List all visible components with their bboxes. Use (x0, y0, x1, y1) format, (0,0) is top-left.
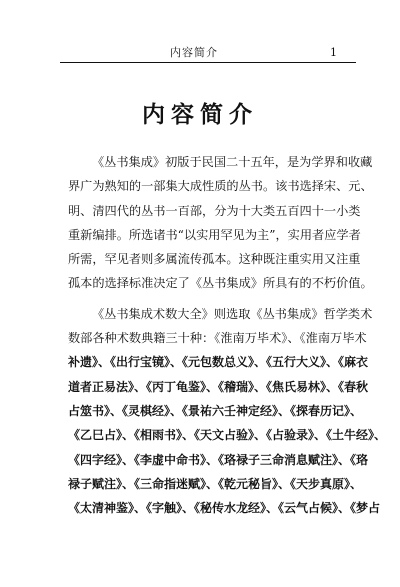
text-line: 禄子赋注》、《三命指迷赋》、《乾元秘旨》、《天步真原》、 (68, 476, 363, 491)
text-line: 《太清神鉴》、《字触》、《秘传水龙经》、《云气占候》、《梦占 (68, 501, 381, 516)
text-line: 《丛书集成术数大全》则选取《丛书集成》哲学类术 (92, 306, 373, 321)
running-title: 内容简介 (170, 46, 218, 59)
text-line: 占筮书》、《灵棋经》、《景祐六壬神定经》、《探春历记》、 (68, 403, 363, 418)
paragraph-1 (68, 150, 373, 296)
text-line: 明、清四代的丛书一百部，分为十大类五百四十一小类 (68, 203, 361, 218)
header-rule (60, 62, 356, 63)
text-line: 界广为熟知的一部集大成性质的丛书。该书选择宋、元、 (68, 179, 373, 194)
page-number: 1 (330, 46, 337, 59)
text-line: 《乙巳占》、《相雨书》、《天文占验》、《占验录》、《土牛经》、 (68, 428, 387, 443)
text-line: 所需，罕见者则多属流传孤本。这种既注重实用又注重 (68, 252, 361, 267)
page-title: 内容简介 (142, 101, 258, 128)
text-line: 《丛书集成》初版于民国二十五年，是为学界和收藏 (92, 155, 373, 169)
text-line: 数部各种术数典籍三十种：《淮南万毕术》、《淮南万毕术 (68, 331, 367, 346)
text-line: 《四字经》、《李虚中命书》、《珞禄子三命消息赋注》、《珞 (68, 452, 369, 467)
text-line: 孤本的选择标准决定了《丛书集成》所具有的不朽价值。 (68, 276, 373, 291)
running-head (0, 44, 400, 62)
text-line: 重新编排。所选诸书“以实用罕见为主”，实用者应学者 (68, 227, 361, 242)
text-line: 补遗》、《出行宝镜》、《元包数总义》、《五行大义》、《麻衣 (68, 355, 369, 370)
text-line: 道者正易法》、《丙丁龟鉴》、《稽瑞》、《焦氏易林》、《春秋 (68, 379, 369, 394)
body-text (68, 150, 387, 520)
paragraph-2 (68, 302, 387, 521)
